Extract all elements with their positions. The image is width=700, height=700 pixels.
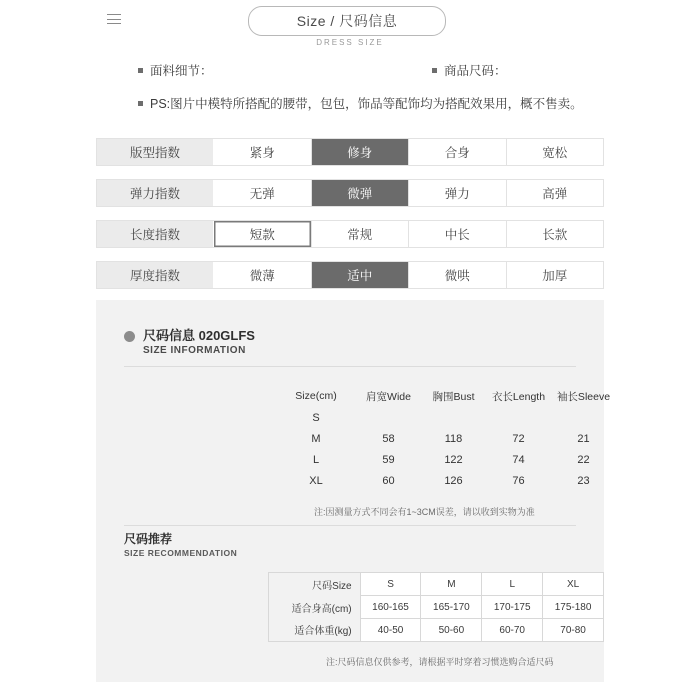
cell-shoulder: 60 bbox=[382, 474, 395, 487]
cell-weight-s: 40-50 bbox=[360, 619, 421, 642]
hamburger-icon[interactable] bbox=[107, 14, 121, 24]
cell-size: M bbox=[311, 432, 321, 445]
cell-sleeve bbox=[551, 407, 616, 428]
index-label: 长度指数 bbox=[97, 221, 214, 247]
cell-size: S bbox=[312, 411, 320, 424]
index-option-3[interactable]: 加厚 bbox=[507, 262, 604, 288]
size-recommendation-title-cn: 尺码推荐 bbox=[124, 532, 173, 546]
cell-bust bbox=[421, 407, 486, 428]
index-option-1[interactable]: 微弹 bbox=[312, 180, 410, 206]
cell-bust: 118 bbox=[444, 432, 463, 445]
index-option-1[interactable]: 修身 bbox=[312, 139, 410, 165]
index-option-2[interactable]: 中长 bbox=[409, 221, 507, 247]
index-option-2[interactable]: 弹力 bbox=[409, 180, 507, 206]
col-s: S bbox=[360, 573, 421, 596]
col-sleeve: 袖长Sleeve bbox=[556, 390, 611, 403]
index-option-3[interactable]: 高弹 bbox=[507, 180, 604, 206]
cell-length: 74 bbox=[512, 453, 525, 466]
fabric-detail-label bbox=[138, 61, 213, 79]
page-title: Size / 尺码信息 bbox=[248, 6, 446, 36]
size-information-panel bbox=[96, 300, 611, 682]
page-subtitle: DRESS SIZE bbox=[316, 38, 384, 47]
hamburger-line bbox=[107, 23, 121, 24]
cell-height-l: 170-175 bbox=[482, 596, 543, 619]
table-header-row bbox=[269, 573, 604, 596]
cell-height-m: 165-170 bbox=[421, 596, 482, 619]
hamburger-line bbox=[107, 19, 121, 20]
cell-sleeve: 21 bbox=[577, 432, 590, 445]
cell-weight-m: 50-60 bbox=[421, 619, 482, 642]
row-label-weight: 适合体重(kg) bbox=[269, 619, 361, 642]
index-option-3[interactable]: 宽松 bbox=[507, 139, 604, 165]
size-information-title-en: SIZE INFORMATION bbox=[143, 345, 246, 356]
table-row bbox=[276, 407, 616, 428]
square-bullet-icon bbox=[432, 68, 437, 73]
cell-size: L bbox=[312, 453, 320, 466]
cell-bust: 122 bbox=[444, 453, 463, 466]
index-option-1[interactable]: 常规 bbox=[312, 221, 410, 247]
table-row bbox=[276, 428, 616, 449]
square-bullet-icon bbox=[138, 101, 143, 106]
index-row-fit bbox=[96, 138, 604, 166]
size-information-title-cn: 尺码信息 020GLFS bbox=[143, 328, 255, 343]
col-l: L bbox=[482, 573, 543, 596]
index-row-length bbox=[96, 220, 604, 248]
ps-note bbox=[138, 94, 583, 112]
index-label: 弹力指数 bbox=[97, 180, 214, 206]
hamburger-line bbox=[107, 14, 121, 15]
cell-length bbox=[486, 407, 551, 428]
size-recommendation-note: 注:尺码信息仅供参考，请根据平时穿着习惯选购合适尺码 bbox=[326, 657, 554, 667]
index-option-0[interactable]: 微薄 bbox=[214, 262, 312, 288]
size-table-note: 注:因测量方式不同会有1~3CM误差，请以收到实物为准 bbox=[314, 507, 535, 517]
divider bbox=[124, 525, 576, 526]
index-label: 厚度指数 bbox=[97, 262, 214, 288]
cell-shoulder: 59 bbox=[382, 453, 395, 466]
size-recommendation-heading bbox=[124, 532, 237, 559]
cell-length: 76 bbox=[512, 474, 525, 487]
index-option-3[interactable]: 长款 bbox=[507, 221, 604, 247]
cell-shoulder bbox=[356, 407, 421, 428]
col-length: 衣长Length bbox=[491, 390, 546, 403]
square-bullet-icon bbox=[138, 68, 143, 73]
table-row bbox=[269, 619, 604, 642]
cell-height-xl: 175-180 bbox=[543, 596, 604, 619]
table-row bbox=[269, 596, 604, 619]
circle-icon bbox=[124, 331, 135, 342]
col-m: M bbox=[421, 573, 482, 596]
size-table bbox=[276, 385, 616, 491]
product-size-label bbox=[432, 61, 507, 79]
size-information-heading bbox=[124, 328, 255, 358]
col-xl: XL bbox=[543, 573, 604, 596]
cell-length: 72 bbox=[512, 432, 525, 445]
index-option-0[interactable]: 紧身 bbox=[214, 139, 312, 165]
cell-weight-xl: 70-80 bbox=[543, 619, 604, 642]
product-size-text: 商品尺码： bbox=[444, 64, 507, 78]
divider bbox=[124, 366, 576, 367]
col-bust: 胸围Bust bbox=[432, 390, 475, 403]
col-size: Size(cm) bbox=[295, 390, 337, 402]
ps-note-text: PS:图片中模特所搭配的腰带，包包，饰品等配饰均为搭配效果用，概不售卖。 bbox=[150, 97, 583, 111]
table-row bbox=[276, 470, 616, 491]
cell-weight-l: 60-70 bbox=[482, 619, 543, 642]
index-option-2[interactable]: 微哄 bbox=[409, 262, 507, 288]
index-option-2[interactable]: 合身 bbox=[409, 139, 507, 165]
cell-shoulder: 58 bbox=[382, 432, 395, 445]
cell-bust: 126 bbox=[444, 474, 463, 487]
index-option-1[interactable]: 适中 bbox=[312, 262, 410, 288]
size-recommendation-title-en: SIZE RECOMMENDATION bbox=[124, 548, 238, 558]
size-recommendation-table bbox=[268, 572, 604, 642]
index-row-elasticity bbox=[96, 179, 604, 207]
index-option-0[interactable]: 无弹 bbox=[214, 180, 312, 206]
cell-sleeve: 22 bbox=[577, 453, 590, 466]
col-shoulder: 肩宽Wide bbox=[366, 390, 411, 403]
index-row-thickness bbox=[96, 261, 604, 289]
index-label: 版型指数 bbox=[97, 139, 214, 165]
cell-sleeve: 23 bbox=[577, 474, 590, 487]
col-size-label: 尺码Size bbox=[269, 573, 361, 596]
row-label-height: 适合身高(cm) bbox=[269, 596, 361, 619]
cell-size: XL bbox=[309, 474, 323, 487]
cell-height-s: 160-165 bbox=[360, 596, 421, 619]
table-row bbox=[276, 449, 616, 470]
index-option-0[interactable]: 短款 bbox=[214, 221, 312, 247]
table-header-row bbox=[276, 385, 616, 407]
fabric-detail-text: 面料细节： bbox=[150, 64, 213, 78]
